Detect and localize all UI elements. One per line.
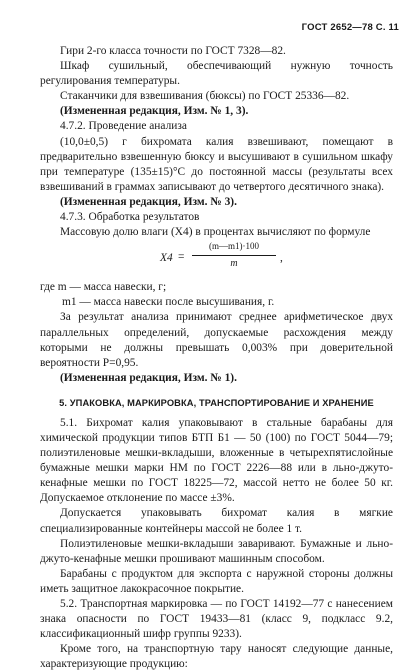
formula-lhs: X4	[160, 252, 173, 265]
paragraph-containers: Допускается упаковывать бихромат калия в мягкие специализированные контейнеры массой не более 1 т.	[40, 507, 393, 535]
amendment-note-2: (Измененная редакция, Изм. № 3).	[60, 195, 237, 208]
paragraph-5-1: 5.1. Бихромат калия упаковывают в стальные барабаны для химической продукции типов БТП Б1 — 50 (100) по ГОСТ 5044—79; полиэтиленовые мешки-вкладыши, вложенные в четырехпятислойные бумажные мешки марки НМ по ГОСТ 2226—88 или в льно-джуто-кенафные мешки по ГОСТ 18225—72, массой нетто не более 50 кг. Допускаемое отклонение по массе ±3%.	[40, 416, 393, 505]
formula-denominator: m	[230, 258, 238, 270]
subsection-4-7-3: 4.7.3. Обработка результатов	[60, 211, 200, 224]
formula-equals: =	[178, 251, 185, 264]
paragraph-result: За результат анализа принимают среднее арифметическое двух параллельных определений, допускаемые расхождения между которыми не должны превышать 0,003% при доверительной вероятности P=0,95.	[40, 311, 393, 369]
paragraph-weighing-cups: Стаканчики для взвешивания (бюксы) по ГОСТ 25336—82.	[60, 90, 350, 103]
formula-comma: ,	[280, 252, 283, 265]
formula-numerator: (m—m1)·100	[209, 241, 259, 252]
paragraph-additional-data: Кроме того, на транспортную тару наносят следующие данные, характеризующие продукцию:	[40, 643, 393, 671]
legend-row-m1: m1 — масса навески после высушивания, г.	[62, 296, 275, 309]
paragraph-5-2: 5.2. Транспортная маркировка — по ГОСТ 14192—77 с нанесением знака опасности по ГОСТ 19433—81 (класс 9, подкласс 9.2, классификационный шифр группы 9233).	[40, 598, 393, 641]
paragraph-export-coating: Барабаны с продуктом для экспорта с наружной стороны должны иметь защитное лакокрасочное покрытие.	[40, 567, 393, 595]
paragraph-formula-intro: Массовую долю влаги (X4) в процентах вычисляют по формуле	[60, 226, 371, 239]
amendment-note-1: (Измененная редакция, Изм. № 1, 3).	[60, 105, 249, 118]
formula-fraction	[192, 241, 276, 269]
legend-row-m	[40, 280, 393, 295]
document-body	[40, 44, 393, 672]
moisture-formula	[40, 241, 393, 279]
subsection-4-7-2: 4.7.2. Проведение анализа	[60, 120, 187, 133]
page-header: ГОСТ 2652—78 С. 11	[301, 22, 399, 33]
paragraph-analysis-procedure: (10,0±0,5) г бихромата калия взвешивают, помещают в предварительно взвешенную бюксу и высушивают в сушильном шкафу при температуре (135±15)°С до постоянной массы (результаты всех взвешиваний в граммах записывают до четвертого десятичного знака).	[40, 135, 393, 193]
paragraph-sealing: Полиэтиленовые мешки-вкладыши заваривают. Бумажные и льно-джуто-кенафные мешки прошивают машинным способом.	[40, 537, 393, 565]
formula-legend	[40, 280, 393, 310]
fraction-bar	[192, 255, 276, 256]
amendment-note-3: (Измененная редакция, Изм. № 1).	[60, 371, 237, 384]
paragraph-drying-oven: Шкаф сушильный, обеспечивающий нужную точность регулирования температуры.	[40, 60, 393, 88]
legend-symbol-m: где m	[40, 281, 67, 294]
paragraph-weights: Гири 2-го класса точности по ГОСТ 7328—82.	[60, 45, 286, 57]
section-5-heading: 5. УПАКОВКА, МАРКИРОВКА, ТРАНСПОРТИРОВАНИЕ И ХРАНЕНИЕ	[59, 397, 374, 408]
legend-text-m: — масса навески, г;	[69, 281, 167, 294]
